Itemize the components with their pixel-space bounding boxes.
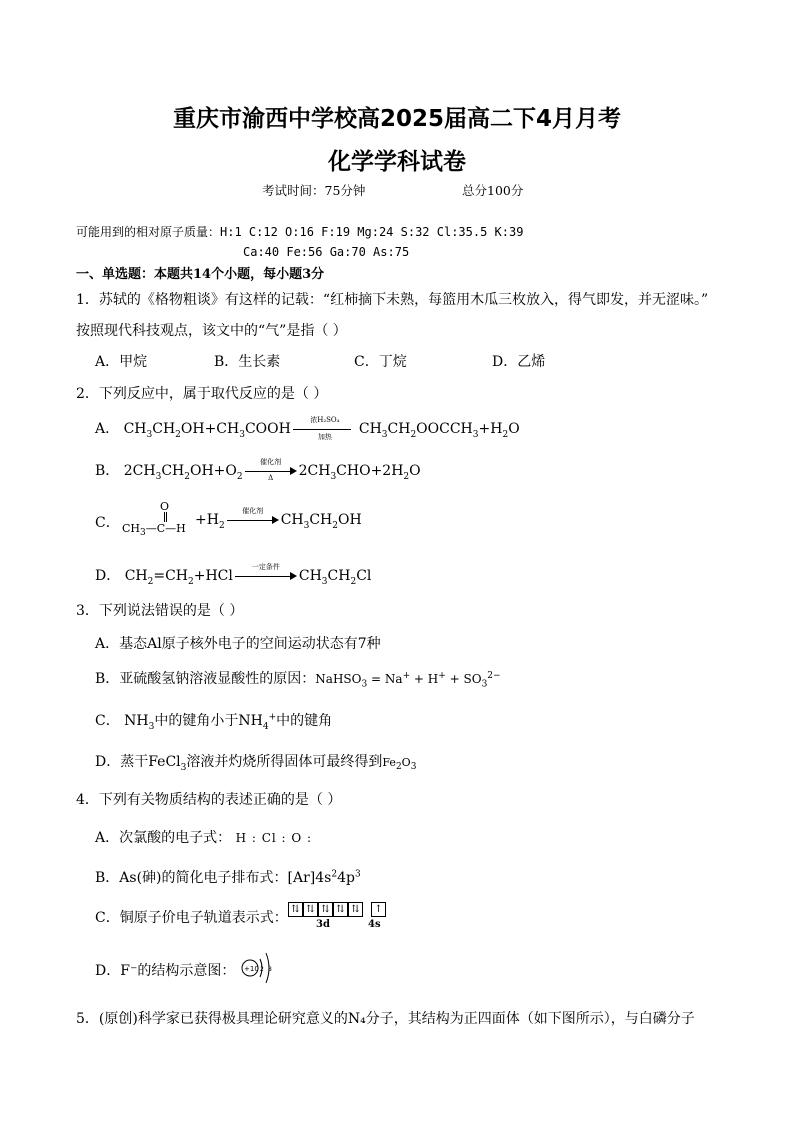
page-title: 重庆市渝西中学校高2025届高二下4月月考 [172, 106, 622, 132]
q2-d-equation: $CH_2=CH_2+HCl$ 一定条件 $CH_3CH_2Cl$ [124, 563, 372, 587]
q4-option-a [95, 827, 312, 847]
q1-option-c: C．丁烷 [354, 354, 407, 370]
q2-d-condition-top: 一定条件 [251, 563, 280, 571]
q2-a-condition-top: 浓H₂SO₄ [310, 416, 340, 424]
orbital-label-3d: 3d [316, 919, 330, 930]
q3-b-equation: NaHSO$_3$ = $Na^+ + H^+ + SO_3^{2-}$ [315, 671, 501, 690]
q2-d-label: D． [95, 568, 121, 584]
q3-b-text: B．亚硫酸氢钠溶液显酸性的原因： [95, 671, 316, 687]
q3-stem: 3．下列说法错误的是（ ） [76, 603, 244, 619]
q1-option-d: D．乙烯 [492, 354, 546, 370]
q3-c-suffix: 中的键角 [276, 713, 333, 729]
orbital-3d-1: ⇅ [288, 902, 303, 917]
q2-a-condition-bottom: 加热 [317, 433, 332, 441]
q4-a-text: A．次氯酸的电子式： [95, 830, 232, 846]
q3-c-label: C． [95, 713, 120, 729]
q2-a-label: A． [95, 421, 120, 437]
svg-text:2: 2 [260, 966, 264, 973]
q3-c-nh3: $NH_3$ [119, 713, 155, 732]
orbital-3d-4: ⇅ [333, 902, 348, 917]
orbital-4s: ↑ [371, 902, 386, 917]
q1-stem-line2: 按照现代科技观点，该文中的“气”是指（ ） [76, 323, 347, 339]
q2-option-b [95, 460, 421, 482]
q2-b-condition-bottom: Δ [268, 474, 274, 482]
page-subtitle: 化学学科试卷 [328, 149, 466, 175]
q4-option-b [95, 867, 361, 887]
q2-option-a [95, 418, 520, 440]
q3-option-a: A．基态Al原子核外电子的空间运动状态有7种 [95, 636, 381, 652]
q4-c-orbital-diagram [288, 902, 386, 931]
q2-b-label: B． [95, 463, 120, 479]
q2-b-condition-top: 催化剂 [260, 458, 282, 466]
q4-b-config: $[Ar]4s^24p^3$ [287, 869, 361, 886]
q2-stem: 2．下列反应中，属于取代反应的是（ ） [76, 386, 328, 402]
q4-a-electron-formula: H : Cl : O : [235, 831, 313, 845]
orbital-3d-5: ⇅ [348, 902, 363, 917]
q4-b-text: B．As(砷)的简化电子排布式： [95, 870, 288, 886]
q2-c-equation: $+H_2$ 催化剂 $CH_3CH_2OH$ [195, 507, 362, 531]
q3-c-nh4: $NH_4^+$ [238, 712, 277, 732]
q1-option-b: B．生长素 [214, 354, 281, 370]
q4-stem: 4．下列有关物质结构的表述正确的是（ ） [76, 792, 342, 808]
q4-option-d: D．F⁻的结构示意图： [95, 963, 236, 979]
q3-d-mid: 溶液并灼烧所得固体可最终得到 [186, 754, 383, 770]
exam-time: 考试时间：75分钟 [262, 183, 366, 198]
fluoride-structure-diagram [236, 945, 278, 991]
orbital-3d-2: ⇅ [303, 902, 318, 917]
atomic-masses-line1: 可能用到的相对原子质量：H:1 C:12 O:16 F:19 Mg:24 S:32 Cl:35.5 K:39 [76, 225, 524, 239]
q1-stem-line1: 1．苏轼的《格物粗谈》有这样的记载：“红柿摘下未熟，每篮用木瓜三枚放入，得气即发，并无涩味。” [76, 292, 709, 308]
q3-option-b [95, 668, 501, 689]
q2-c-condition-top: 催化剂 [242, 507, 264, 515]
svg-text:8: 8 [268, 966, 272, 973]
orbital-3d-3: ⇅ [318, 902, 333, 917]
q3-option-c [95, 710, 332, 732]
total-score: 总分100分 [462, 183, 524, 198]
q5-stem: 5．(原创)科学家已获得极具理论研究意义的N₄分子，其结构为正四面体（如下图所示），与白磷分子 [76, 1011, 695, 1027]
q2-b-equation: $2CH_3CH_2OH+O_2$ 催化剂 Δ $2CH_3CHO+2H_2O$ [123, 458, 421, 482]
q2-option-d [95, 565, 371, 587]
orbital-label-4s: 4s [368, 919, 381, 930]
q3-c-mid: 中的键角小于 [154, 713, 239, 729]
q3-d-prefix: D．蒸干FeCl [95, 754, 181, 770]
q2-a-equation: $CH_3CH_2OH+CH_3COOH$ 浓H₂SO₄ 加热 $CH_3CH_2OOCCH_3+H_2O$ [123, 416, 520, 441]
q4-option-c: C．铜原子价电子轨道表示式： [95, 910, 288, 926]
q2-c-structure: O $CH_3—C—H$ [122, 500, 186, 539]
section-heading: 一、单选题：本题共14个小题，每小题3分 [76, 267, 325, 282]
atomic-masses-line2: Ca:40 Fe:56 Ga:70 As:75 [243, 245, 410, 259]
q2-c-label: C． [95, 515, 120, 531]
q3-option-d: D．蒸干FeCl$_3$溶液并灼烧所得固体可最终得到$Fe_2O_3$ [95, 754, 417, 773]
svg-text:+10: +10 [244, 965, 259, 973]
q1-option-a: A．甲烷 [95, 354, 148, 370]
